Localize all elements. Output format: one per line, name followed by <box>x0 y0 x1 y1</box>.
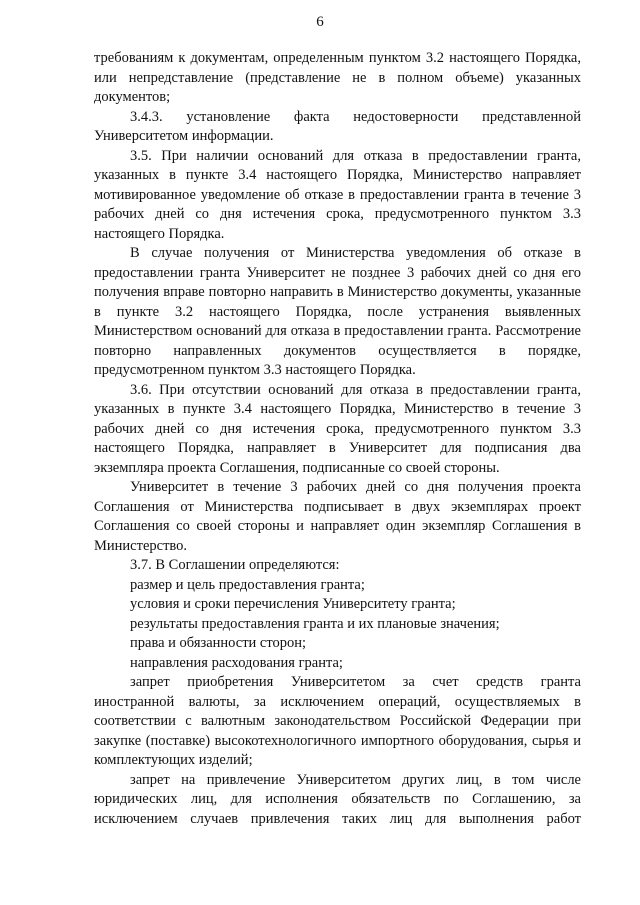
paragraph-3-7: 3.7. В Соглашении определяются: <box>130 557 340 573</box>
paragraph-3-6: 3.6. При отсутствии оснований для отказа в предоставлении гранта, указанных в пункте 3.4 настоящего Порядка, Министерство в течение 3 рабочих дней со дня истечения срока, предусмотренного пунктом 3.3 настоящего Порядка, направляет в Университет для подписания два экземпляра проекта Соглашения, подписанные со своей стороны. <box>94 381 581 476</box>
paragraph-3-5: 3.5. При наличии оснований для отказа в предоставлении гранта, указанных в пункте 3.4 настоящего Порядка, Министерство направляет мотивированное уведомление об отказе в предоставлении гранта в течение 3 рабочих дней со дня истечения срока, предусмотренного пунктом 3.3 настоящего Порядка. <box>94 147 581 242</box>
list-item-transfer-terms: условия и сроки перечисления Университету гранта; <box>130 596 456 612</box>
list-item-grant-size: размер и цель предоставления гранта; <box>130 576 365 593</box>
document-body <box>94 49 581 829</box>
list-item-rights: права и обязанности сторон; <box>130 635 307 651</box>
list-item-results: результаты предоставления гранта и их плановые значения; <box>130 615 500 632</box>
paragraph-university-signing: Университет в течение 3 рабочих дней со дня получения проекта Соглашения от Министерства подписывает в двух экземплярах проект Соглашения со своей стороны и направляет один экземпляр Соглашения в Министерство. <box>94 479 581 554</box>
list-item-third-party-ban: запрет на привлечение Университетом других лиц, в том числе юридических лиц, для исполнения обязательств по Соглашению, за исключением случаев привлечения таких лиц для выполнения работ <box>94 771 581 827</box>
page-number: 6 <box>316 14 324 30</box>
list-item-currency-ban: запрет приобретения Университетом за счет средств гранта иностранной валюты, за исключением операций, осуществляемых в соответствии с валютным законодательством Российской Федерации при закупке (поставке) высокотехнологичного импортного оборудования, сырья и комплектующих изделий; <box>94 674 581 768</box>
list-item-spending-directions: направления расходования гранта; <box>130 654 343 671</box>
paragraph-continuation: требованиям к документам, определенным пунктом 3.2 настоящего Порядка, или непредставление (представление не в полном объеме) указанных документов; <box>94 50 581 105</box>
paragraph-refusal-resubmission: В случае получения от Министерства уведомления об отказе в предоставлении гранта Университет не позднее 3 рабочих дней со дня его получения вправе повторно направить в Министерство документы, указанные в пункте 3.2 настоящего Порядка, после устранения выявленных Министерством оснований для отказа в предоставлении гранта. Рассмотрение повторно направленных документов осуществляется в порядке, предусмотренном пунктом 3.3 настоящего Порядка. <box>94 245 581 378</box>
paragraph-3-4-3: 3.4.3. установление факта недостоверности представленной Университетом информации. <box>94 108 581 144</box>
